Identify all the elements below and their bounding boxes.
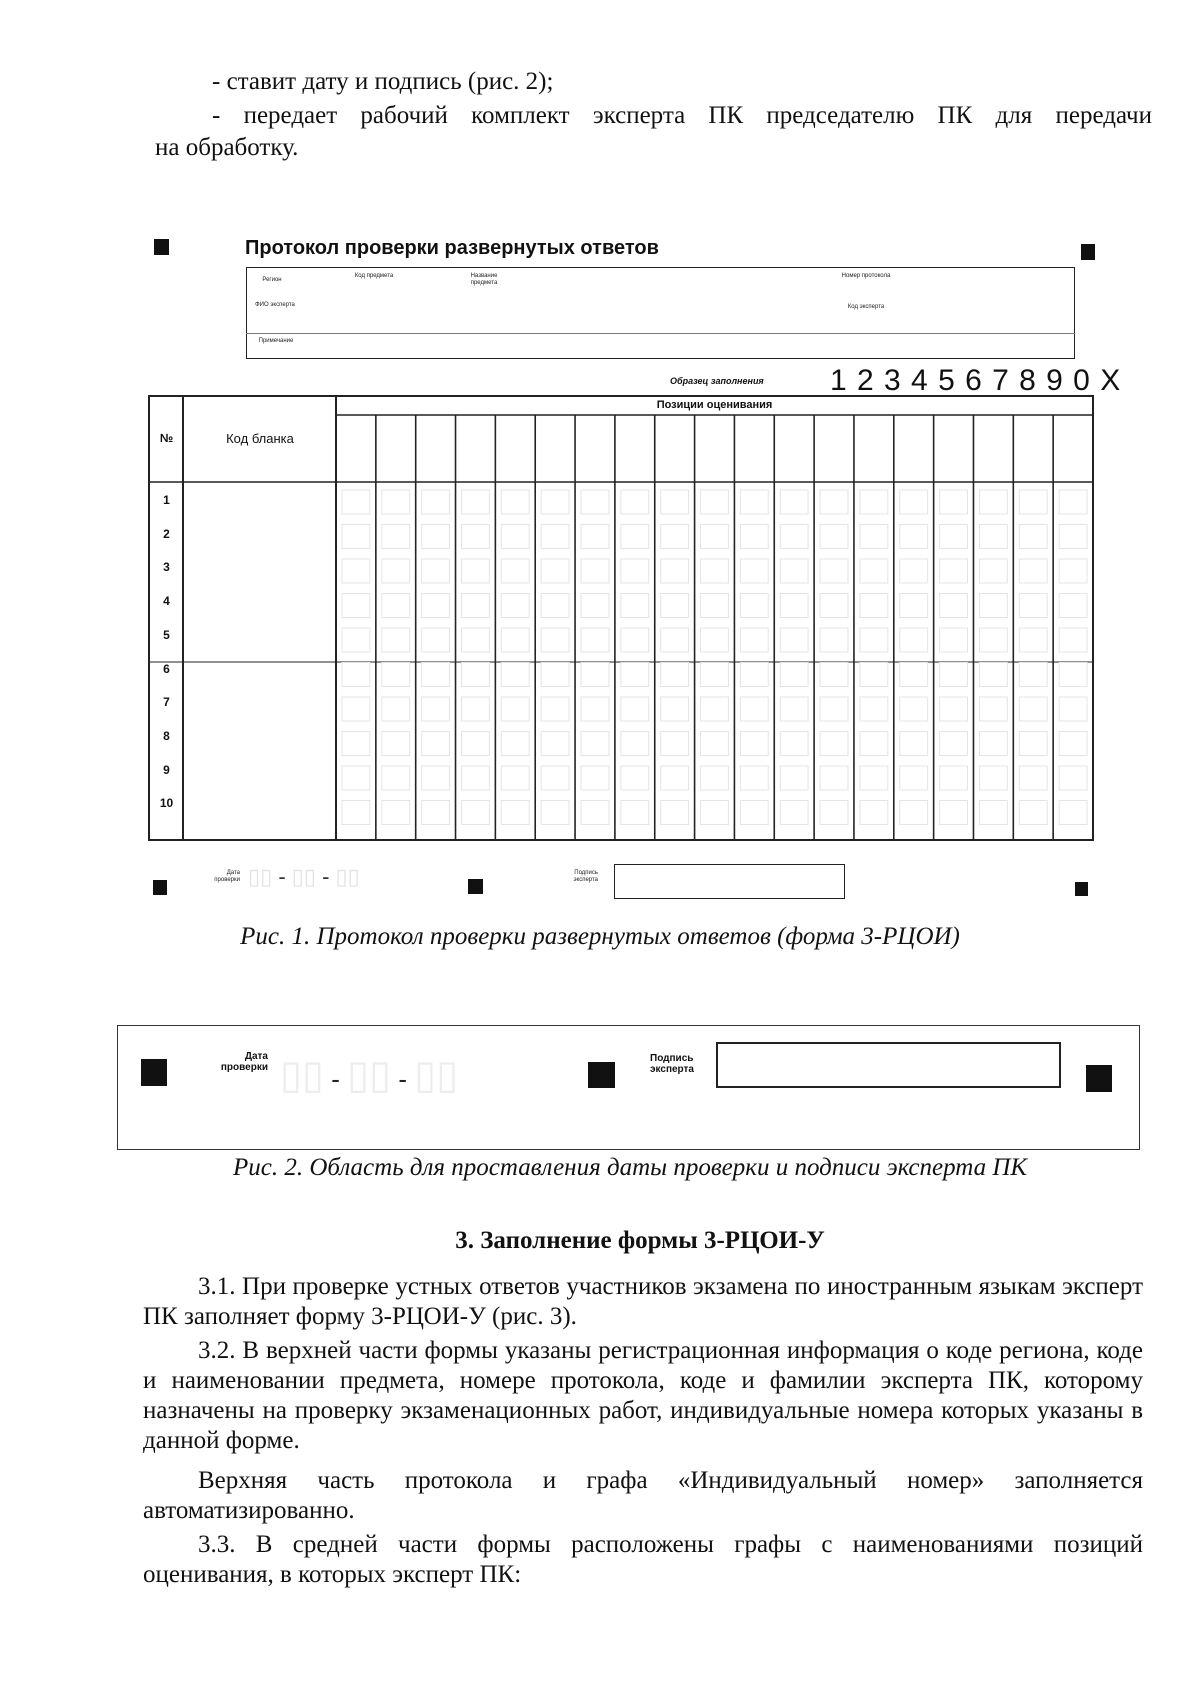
label-date-check-large: Дата проверки xyxy=(220,1051,268,1073)
row-number: 2 xyxy=(163,526,170,541)
grid-cell xyxy=(740,628,768,652)
grid-cell xyxy=(541,525,569,549)
grid-cell xyxy=(581,732,609,756)
grid-cell xyxy=(501,525,529,549)
label-signature-large: Подпись эксперта xyxy=(650,1053,694,1075)
grid-cell xyxy=(541,766,569,790)
grid-cell xyxy=(661,766,689,790)
grid-cell xyxy=(462,697,490,721)
grid-cell xyxy=(422,801,450,825)
grid-cell xyxy=(382,697,410,721)
grid-cell xyxy=(780,628,808,652)
grid-cell xyxy=(342,801,370,825)
grid-cell xyxy=(581,490,609,514)
grid-cell xyxy=(501,766,529,790)
grid-cell xyxy=(701,766,729,790)
grid-cell xyxy=(1059,732,1087,756)
row-number: 4 xyxy=(163,594,170,609)
grid-cell xyxy=(1019,663,1047,687)
paragraph-3-2: 3.2. В верхней части формы указаны регистрационная информация о коде региона, коде и наименовании предмета, номере протокола, коде и фамилии эксперта ПК, которому назначены на проверку экзаменационных работ, индивидуальные номера которых указаны в данной форме. xyxy=(143,1337,1143,1454)
grid-cell xyxy=(860,525,888,549)
label-expert-code: Код эксперта xyxy=(847,304,885,310)
grid-cell xyxy=(740,766,768,790)
grid-cell xyxy=(1059,801,1087,825)
grid-cell xyxy=(740,490,768,514)
divider xyxy=(246,333,1075,334)
label-subject-name: Название предмета xyxy=(470,273,498,286)
grid-cell xyxy=(979,663,1007,687)
grid-cell xyxy=(342,490,370,514)
figure-1-caption: Рис. 1. Протокол проверки развернутых ответов (форма 3-РЦОИ) xyxy=(240,923,960,950)
grid-cell xyxy=(940,594,968,618)
grid-cell xyxy=(501,594,529,618)
col-header-blank-code: Код бланка xyxy=(226,431,294,446)
grid-cell xyxy=(780,732,808,756)
grid-cell xyxy=(1059,559,1087,583)
grid-cell xyxy=(1059,490,1087,514)
grid-cell xyxy=(382,766,410,790)
grid-cell xyxy=(422,697,450,721)
grid-cell xyxy=(581,801,609,825)
date-field-large[interactable]: ▯▯ - ▯▯ - ▯▯ xyxy=(280,1053,459,1097)
grid-cell xyxy=(462,594,490,618)
row-number: 5 xyxy=(163,627,170,642)
grid-cell xyxy=(501,628,529,652)
col-header-positions: Позиции оценивания xyxy=(656,399,773,411)
grid-cell xyxy=(1019,490,1047,514)
registration-mark xyxy=(588,1062,615,1088)
grid-cell xyxy=(979,628,1007,652)
grid-cell xyxy=(581,628,609,652)
grid-cell xyxy=(820,490,848,514)
grid-cell xyxy=(979,490,1007,514)
grid-cell xyxy=(621,732,649,756)
grid-cell xyxy=(462,663,490,687)
grid-cell xyxy=(820,559,848,583)
grid-cell xyxy=(860,766,888,790)
grid-cell xyxy=(581,559,609,583)
grid-cell xyxy=(740,663,768,687)
grid-cell xyxy=(740,801,768,825)
grid-cell xyxy=(860,801,888,825)
grid-cell xyxy=(701,801,729,825)
grid-cell xyxy=(1019,525,1047,549)
row-number: 3 xyxy=(163,560,170,575)
grid-cell xyxy=(860,490,888,514)
grid-cell xyxy=(621,801,649,825)
grid-cell xyxy=(780,663,808,687)
grid-cell xyxy=(940,663,968,687)
grid-cell xyxy=(860,559,888,583)
date-field[interactable]: ▯▯ - ▯▯ - ▯▯ xyxy=(248,864,360,889)
grid-cell xyxy=(940,732,968,756)
grid-cell xyxy=(541,628,569,652)
grid-cell xyxy=(1019,801,1047,825)
grid-cell xyxy=(422,525,450,549)
grid-cell xyxy=(462,559,490,583)
label-subject-code: Код предмета xyxy=(354,273,394,279)
grid-cell xyxy=(701,628,729,652)
grid-cell xyxy=(820,525,848,549)
grid-cell xyxy=(1059,663,1087,687)
grid-cell xyxy=(940,697,968,721)
grid-cell xyxy=(422,732,450,756)
grid-cell xyxy=(1059,697,1087,721)
col-header-number: № xyxy=(159,431,174,445)
grid-cell xyxy=(860,594,888,618)
grid-cell xyxy=(422,628,450,652)
grid-cell xyxy=(342,525,370,549)
grid-cell xyxy=(820,732,848,756)
label-date-check: Дата проверки xyxy=(214,870,240,883)
grid-cell xyxy=(780,490,808,514)
grid-cell xyxy=(661,663,689,687)
grid-cell xyxy=(740,559,768,583)
grid-cell xyxy=(979,732,1007,756)
grid-cell xyxy=(462,525,490,549)
grid-cell xyxy=(581,697,609,721)
grid-cell xyxy=(661,525,689,549)
label-expert-name: ФИО эксперта xyxy=(255,302,295,308)
grid-cell xyxy=(860,697,888,721)
grid-cell xyxy=(581,663,609,687)
label-sample: Образец заполнения xyxy=(670,376,764,386)
grid-cell xyxy=(940,801,968,825)
grid-cell xyxy=(661,559,689,583)
registration-mark xyxy=(468,879,483,894)
grid-cell xyxy=(780,801,808,825)
registration-mark xyxy=(141,1059,167,1086)
grid-cell xyxy=(1019,732,1047,756)
grid-cell xyxy=(382,594,410,618)
row-number: 6 xyxy=(163,661,170,676)
grid-cell xyxy=(382,801,410,825)
grid-cell xyxy=(940,525,968,549)
grid-cell xyxy=(1019,697,1047,721)
row-number: 10 xyxy=(159,796,174,811)
grid-cell xyxy=(701,525,729,549)
paragraph-3-3: 3.3. В средней части формы расположены графы с наименованиями позиций оценивания, в которых эксперт ПК: xyxy=(143,1531,1143,1588)
grid-cell xyxy=(940,766,968,790)
grid-cell xyxy=(1059,594,1087,618)
grid-cell xyxy=(462,801,490,825)
grid-cell xyxy=(342,594,370,618)
grid-cell xyxy=(342,559,370,583)
form-title: Протокол проверки развернутых ответов xyxy=(245,237,659,259)
list-item-transfer: - передает рабочий комплект эксперта ПК председателю ПК для передачи xyxy=(212,102,1152,129)
grid-cell xyxy=(900,663,928,687)
grid-cell xyxy=(701,559,729,583)
grid-cell xyxy=(979,801,1007,825)
signature-field-large[interactable] xyxy=(716,1042,1061,1088)
signature-field[interactable] xyxy=(614,864,845,899)
grid-cell xyxy=(661,732,689,756)
grid-cell xyxy=(422,559,450,583)
grid-cell xyxy=(382,732,410,756)
grid-cell xyxy=(462,628,490,652)
grid-cell xyxy=(780,697,808,721)
grid-cell xyxy=(701,594,729,618)
grid-cell xyxy=(621,766,649,790)
grid-cell xyxy=(382,559,410,583)
grid-cell xyxy=(581,766,609,790)
grid-cell xyxy=(860,663,888,687)
grid-cell xyxy=(462,732,490,756)
grid-cell xyxy=(501,559,529,583)
grid-cell xyxy=(740,732,768,756)
grid-cell xyxy=(900,628,928,652)
registration-mark xyxy=(1075,882,1088,896)
label-region: Регион xyxy=(262,277,282,283)
grid-cell xyxy=(900,801,928,825)
grid-cell xyxy=(780,766,808,790)
grid-cell xyxy=(1019,628,1047,652)
grid-cell xyxy=(382,525,410,549)
grid-cell xyxy=(501,801,529,825)
grid-cell xyxy=(501,490,529,514)
grid-cell xyxy=(661,490,689,514)
grid-cell xyxy=(621,594,649,618)
grid-cell xyxy=(422,663,450,687)
grid-cell xyxy=(940,559,968,583)
grid-cell xyxy=(501,663,529,687)
grid-cell xyxy=(342,628,370,652)
grid-cell xyxy=(422,766,450,790)
grid-cell xyxy=(900,559,928,583)
grid-cell xyxy=(1019,559,1047,583)
grid-cell xyxy=(820,697,848,721)
grid-cell xyxy=(541,594,569,618)
form-header-box xyxy=(246,267,1075,359)
grid-cell xyxy=(900,732,928,756)
grid-cell xyxy=(422,594,450,618)
assessment-grid xyxy=(148,394,1095,842)
grid-cell xyxy=(979,766,1007,790)
grid-cell xyxy=(342,663,370,687)
grid-cell xyxy=(621,663,649,687)
grid-cell xyxy=(581,594,609,618)
label-note: Примечание xyxy=(258,338,294,344)
label-signature: Подпись эксперта xyxy=(573,870,598,883)
grid-cell xyxy=(780,525,808,549)
grid-cell xyxy=(661,594,689,618)
grid-cell xyxy=(621,525,649,549)
grid-cell xyxy=(541,490,569,514)
grid-cell xyxy=(342,766,370,790)
grid-cell xyxy=(940,490,968,514)
grid-cell xyxy=(900,525,928,549)
grid-cell xyxy=(541,697,569,721)
row-number: 7 xyxy=(163,695,170,710)
label-protocol-number: Номер протокола xyxy=(841,273,891,279)
grid-cell xyxy=(621,628,649,652)
grid-cell xyxy=(900,490,928,514)
list-item-transfer-cont: на обработку. xyxy=(155,134,299,161)
row-number: 8 xyxy=(163,728,170,743)
grid-cell xyxy=(661,801,689,825)
grid-cell xyxy=(780,559,808,583)
grid-cell xyxy=(979,594,1007,618)
grid-cell xyxy=(382,663,410,687)
grid-cell xyxy=(740,594,768,618)
grid-cell xyxy=(740,525,768,549)
registration-mark xyxy=(153,880,167,895)
grid-cell xyxy=(701,732,729,756)
grid-cell xyxy=(701,697,729,721)
grid-cell xyxy=(501,732,529,756)
grid-cell xyxy=(342,732,370,756)
grid-cell xyxy=(820,628,848,652)
row-number: 9 xyxy=(163,762,170,777)
grid-cell xyxy=(1019,594,1047,618)
grid-cell xyxy=(900,697,928,721)
grid-cell xyxy=(780,594,808,618)
grid-cell xyxy=(422,490,450,514)
registration-mark xyxy=(154,239,169,255)
grid-cell xyxy=(900,594,928,618)
grid-cell xyxy=(940,628,968,652)
grid-cell xyxy=(541,559,569,583)
section-heading: 3. Заполнение формы 3-РЦОИ-У xyxy=(455,1227,825,1254)
grid-cell xyxy=(1019,766,1047,790)
grid-cell xyxy=(541,732,569,756)
grid-cell xyxy=(979,525,1007,549)
grid-cell xyxy=(900,766,928,790)
paragraph-3-1: 3.1. При проверке устных ответов участников экзамена по иностранным языкам эксперт ПК заполняет форму 3-РЦОИ-У (рис. 3). xyxy=(143,1273,1143,1330)
figure-2-caption: Рис. 2. Область для проставления даты проверки и подписи эксперта ПК xyxy=(232,1154,1028,1181)
grid-cell xyxy=(462,766,490,790)
grid-cell xyxy=(501,697,529,721)
sample-digits: 1 2 3 4 5 6 7 8 9 0 X xyxy=(830,364,1122,397)
grid-cell xyxy=(621,490,649,514)
grid-cell xyxy=(1059,628,1087,652)
registration-mark xyxy=(1086,1065,1112,1092)
grid-cell xyxy=(820,766,848,790)
grid-cell xyxy=(1059,525,1087,549)
grid-cell xyxy=(820,594,848,618)
grid-cell xyxy=(382,490,410,514)
paragraph-3-2-auto: Верхняя часть протокола и графа «Индивидуальный номер» заполняется автоматизированно. xyxy=(143,1467,1143,1524)
grid-cell xyxy=(342,697,370,721)
grid-cell xyxy=(820,663,848,687)
grid-cell xyxy=(701,663,729,687)
grid-cell xyxy=(382,628,410,652)
list-item-date-signature: - ставит дату и подпись (рис. 2); xyxy=(212,68,554,95)
grid-cell xyxy=(581,525,609,549)
grid-cell xyxy=(661,628,689,652)
grid-cell xyxy=(979,559,1007,583)
registration-mark xyxy=(1081,244,1095,260)
grid-cell xyxy=(621,697,649,721)
grid-cell xyxy=(860,628,888,652)
grid-cell xyxy=(621,559,649,583)
grid-cell xyxy=(462,490,490,514)
grid-cell xyxy=(979,697,1007,721)
grid-cell xyxy=(740,697,768,721)
grid-cell xyxy=(661,697,689,721)
grid-cell xyxy=(541,663,569,687)
grid-cell xyxy=(1059,766,1087,790)
row-number: 1 xyxy=(163,493,170,507)
grid-cell xyxy=(820,801,848,825)
grid-cell xyxy=(860,732,888,756)
grid-cell xyxy=(541,801,569,825)
grid-cell xyxy=(701,490,729,514)
